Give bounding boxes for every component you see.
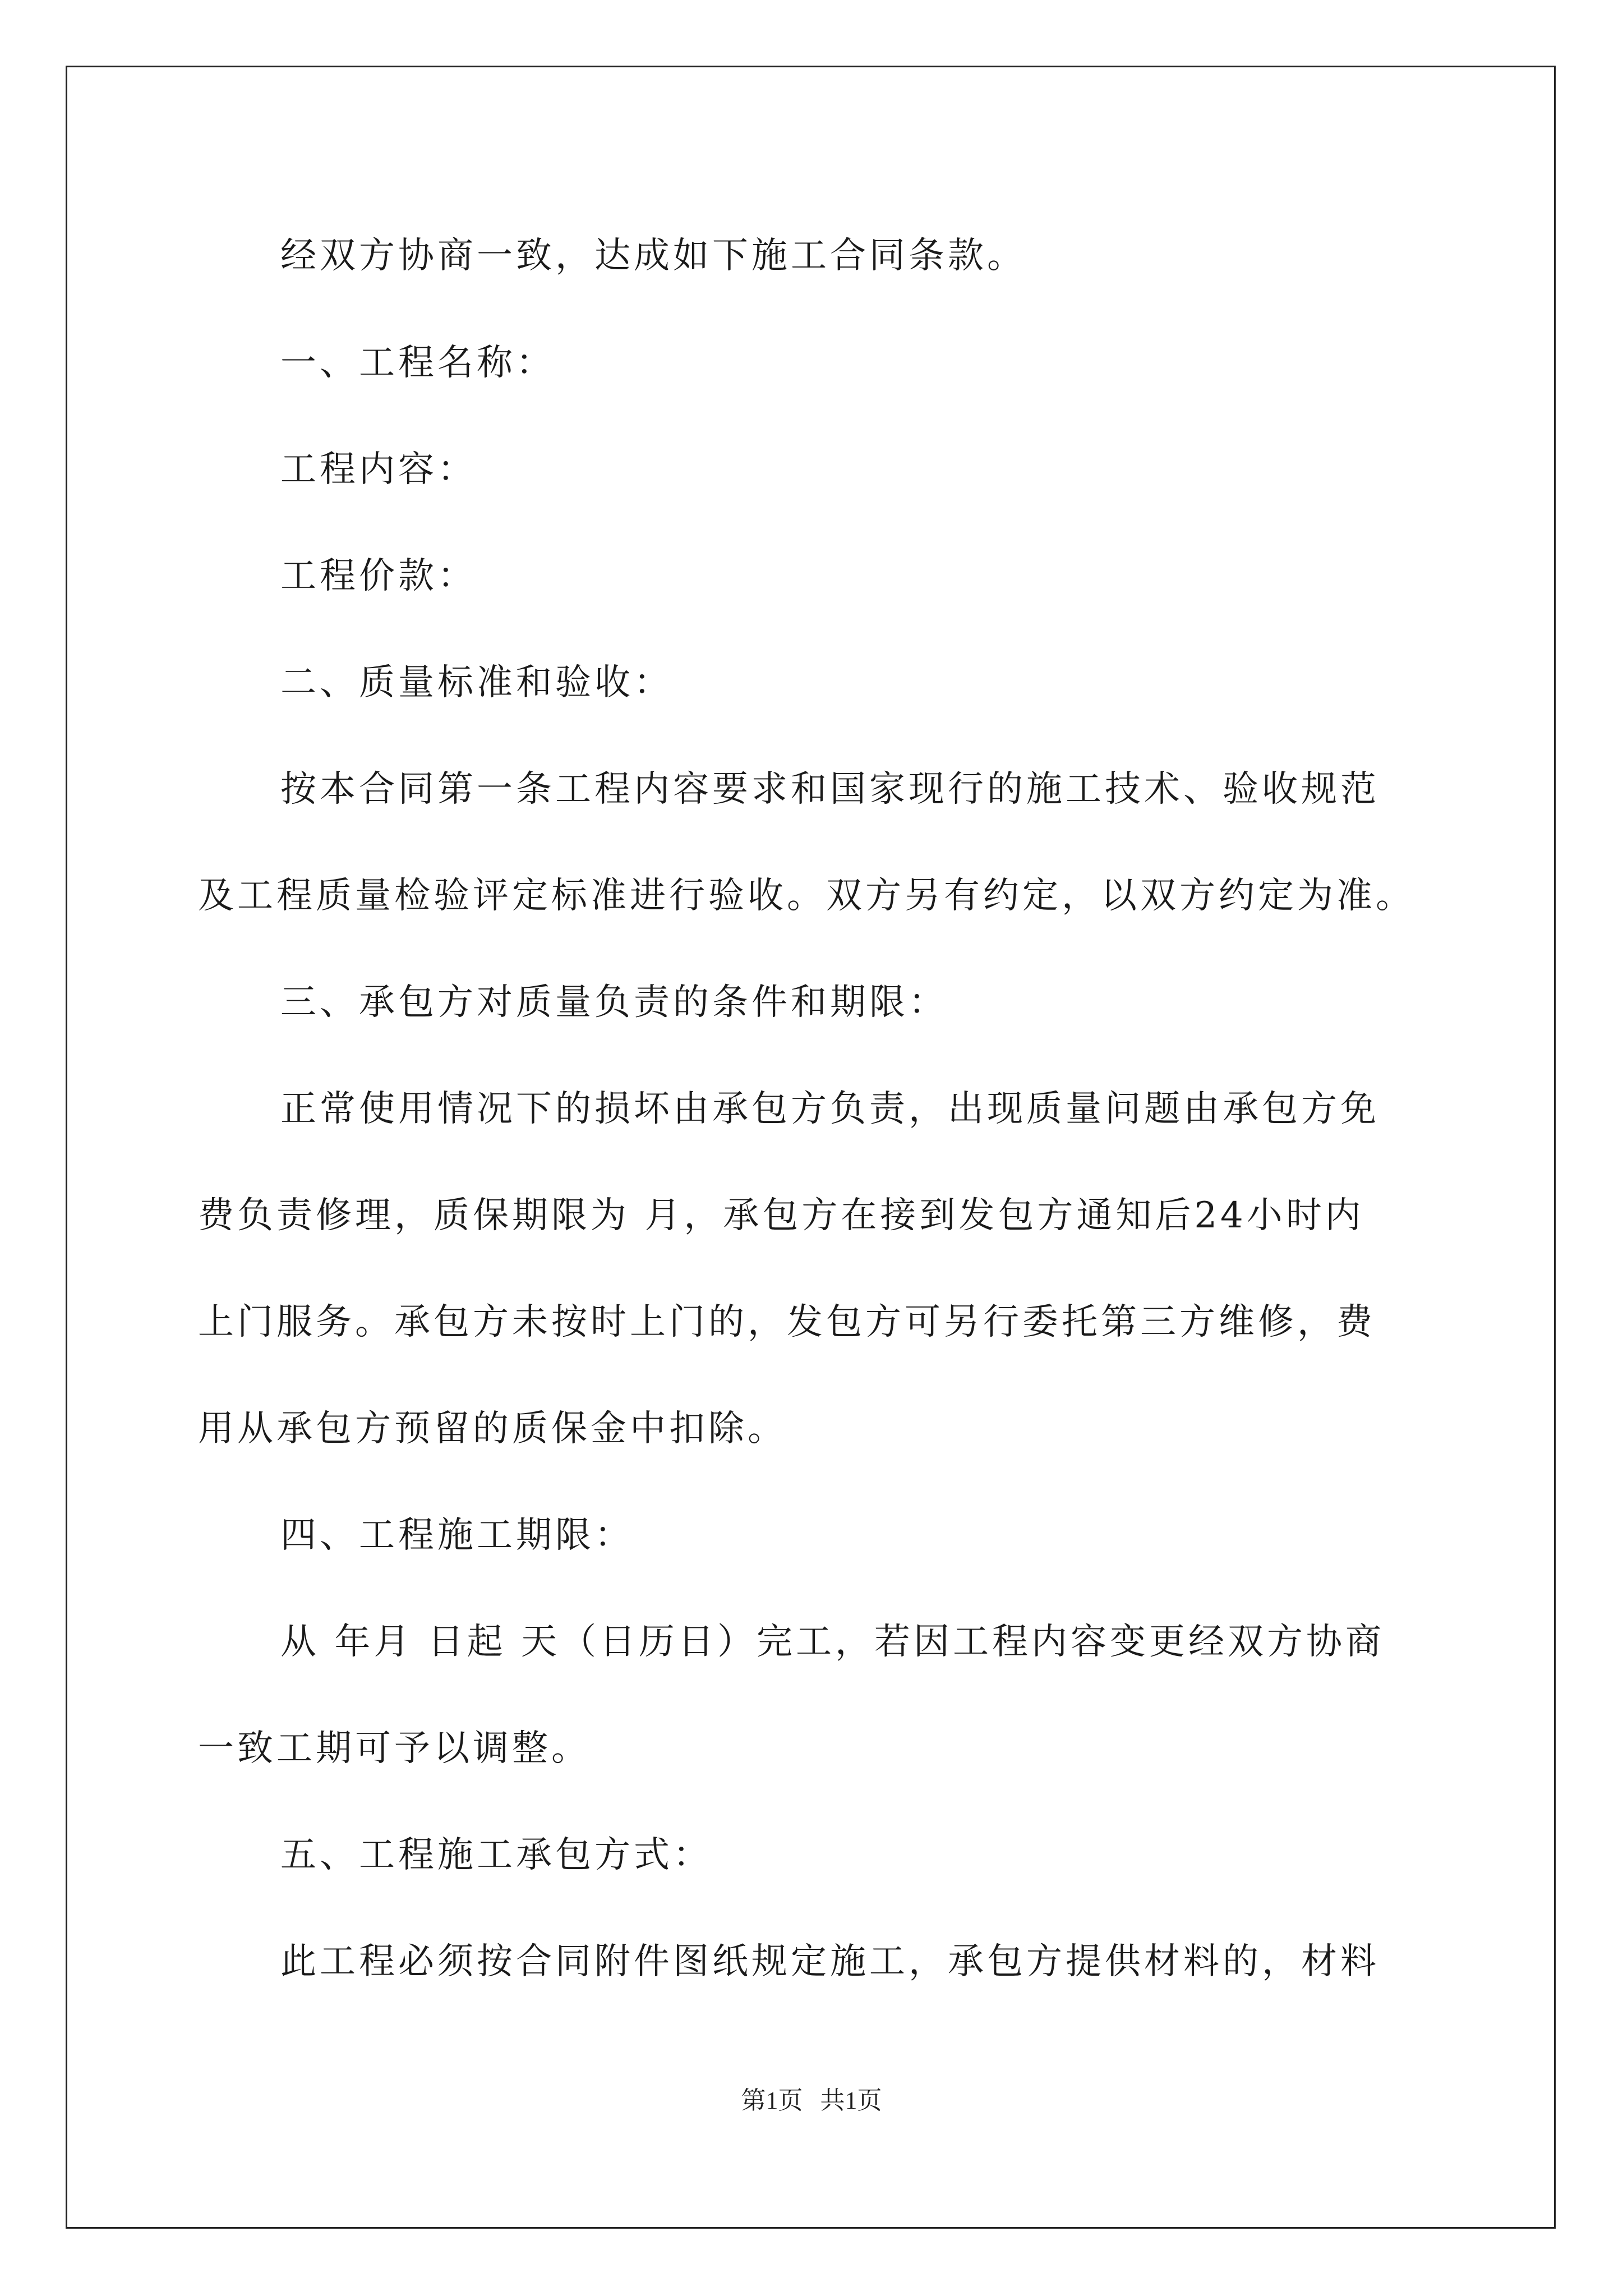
- section-heading: 二、质量标准和验收：: [280, 662, 673, 703]
- paragraph-line: 此工程必须按合同附件图纸规定施工，承包方提供材料的，材料: [280, 1941, 1380, 1982]
- section-heading: 四、工程施工期限：: [280, 1515, 634, 1556]
- paragraph-line: 正常使用情况下的损坏由承包方负责，出现质量问题由承包方免: [280, 1088, 1380, 1130]
- paragraph-line: 及工程质量检验评定标准进行验收。双方另有约定，以双方约定为准。: [198, 875, 1415, 917]
- paragraph-line: 工程价款：: [280, 555, 477, 597]
- paragraph-line: 上门服务。承包方未按时上门的，发包方可另行委托第三方维修，费: [198, 1301, 1376, 1343]
- section-heading: 三、承包方对质量负责的条件和期限：: [280, 982, 948, 1023]
- paragraph-line: 从 年月 日起 天（日历日）完工，若因工程内容变更经双方协商: [280, 1621, 1385, 1663]
- section-heading: 五、工程施工承包方式：: [280, 1834, 712, 1876]
- page-border: [66, 66, 1556, 2229]
- paragraph-line: 经双方协商一致，达成如下施工合同条款。: [280, 235, 1026, 277]
- page-number: 第1页: [741, 2087, 803, 2114]
- paragraph-line: 按本合同第一条工程内容要求和国家现行的施工技术、验收规范: [280, 769, 1380, 810]
- page-footer: [0, 2084, 1623, 2118]
- paragraph-line: 一致工期可予以调整。: [198, 1728, 591, 1769]
- paragraph-line: 费负责修理，质保期限为 月，承包方在接到发包方通知后24小时内: [198, 1195, 1364, 1236]
- paragraph-line: 用从承包方预留的质保金中扣除。: [198, 1408, 787, 1450]
- paragraph-line: 工程内容：: [280, 449, 477, 490]
- section-heading: 一、工程名称：: [280, 342, 555, 384]
- page-total: 共1页: [820, 2087, 882, 2114]
